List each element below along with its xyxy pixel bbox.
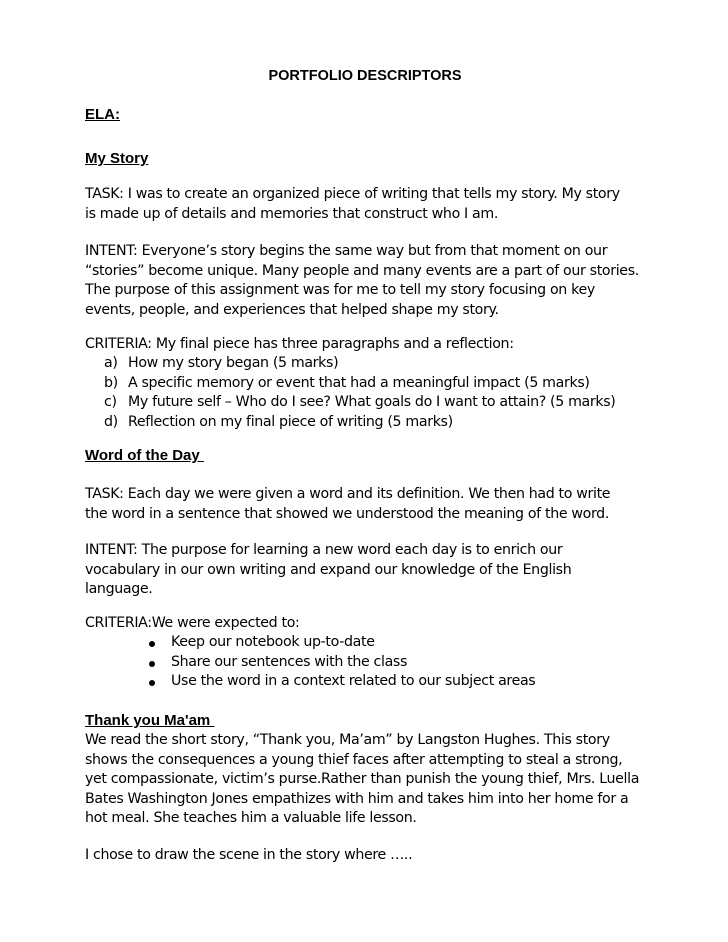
text-line: CRITERIA: My final piece has three paragraphs and a reflection: (85, 336, 514, 352)
my-story-task (85, 185, 685, 224)
heading-word-of-the-day: Word of the Day (85, 447, 204, 464)
word-of-day-intent (85, 541, 685, 600)
text-line: shows the consequences a young thief faces after attempting to steal a strong, (85, 751, 623, 768)
bullet-icon (149, 641, 155, 647)
my-story-intent (85, 242, 685, 320)
document-title: PORTFOLIO DESCRIPTORS (268, 68, 462, 84)
list-item-text: My future self – Who do I see? What goals do I want to attain? (5 marks) (128, 394, 616, 410)
list-marker: d) (104, 413, 118, 430)
section-heading-ela: ELA: (85, 106, 120, 123)
heading-thank-you-maam: Thank you Ma'am (85, 712, 215, 729)
text-line: vocabulary in our own writing and expand our knowledge of the English (85, 561, 572, 578)
text-line: yet compassionate, victim’s purse.Rather than punish the young thief, Mrs. Luella (85, 771, 640, 787)
list-item (85, 354, 685, 374)
list-item-text: Share our sentences with the class (171, 653, 408, 670)
my-story-criteria-list (85, 354, 685, 432)
text-line: “stories” become unique. Many people and many events are a part of our stories. (85, 262, 639, 279)
text-line: I chose to draw the scene in the story where ….. (85, 847, 413, 863)
word-of-day-criteria-intro (85, 614, 685, 634)
text-line: INTENT: Everyone’s story begins the same way but from that moment on our (85, 243, 608, 259)
list-item-text: A specific memory or event that had a meaningful impact (5 marks) (128, 374, 590, 391)
thank-you-body (85, 731, 685, 829)
heading-my-story: My Story (85, 150, 149, 167)
word-of-day-criteria-list (85, 633, 685, 692)
my-story-criteria-intro (85, 335, 685, 355)
list-marker: b) (104, 374, 118, 391)
text-line: is made up of details and memories that construct who I am. (85, 205, 499, 222)
list-item-text: Use the word in a context related to our subject areas (171, 673, 536, 689)
text-line: CRITERIA:We were expected to: (85, 615, 300, 631)
word-of-day-task (85, 485, 685, 524)
text-line: We read the short story, “Thank you, Ma’am” by Langston Hughes. This story (85, 732, 610, 748)
bullet-icon (149, 680, 155, 686)
list-item-text: Reflection on my final piece of writing (5 marks) (128, 413, 453, 430)
text-line: The purpose of this assignment was for me to tell my story focusing on key (85, 282, 595, 298)
text-line: events, people, and experiences that helped shape my story. (85, 301, 499, 318)
text-line: INTENT: The purpose for learning a new word each day is to enrich our (85, 542, 563, 558)
text-line: the word in a sentence that showed we understood the meaning of the word. (85, 505, 610, 522)
list-marker: a) (104, 355, 118, 371)
list-item (85, 413, 685, 433)
text-line: hot meal. She teaches him a valuable life lesson. (85, 810, 417, 826)
text-line: TASK: Each day we were given a word and its definition. We then had to write (85, 486, 611, 502)
list-item-text: Keep our notebook up-to-date (171, 634, 375, 650)
list-item (85, 653, 685, 673)
list-item (85, 393, 685, 413)
list-item (85, 633, 685, 653)
list-item (85, 672, 685, 692)
text-line: TASK: I was to create an organized piece of writing that tells my story. My story (85, 186, 620, 202)
list-marker: c) (104, 394, 117, 410)
text-line: language. (85, 581, 153, 597)
thank-you-closing (85, 846, 685, 866)
list-item-text: How my story began (5 marks) (128, 355, 339, 371)
text-line: Bates Washington Jones empathizes with him and takes him into her home for a (85, 790, 629, 807)
bullet-icon (149, 661, 155, 667)
list-item (85, 374, 685, 394)
